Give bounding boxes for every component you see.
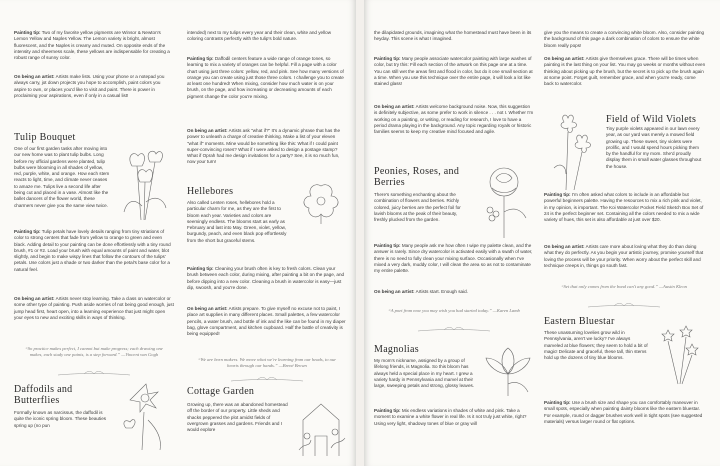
tip-label: Painting tip: <box>544 400 571 405</box>
artist-text: Artists ask "what if?" It's a dynamic phrase that has the power to unleash a charge of creative thinking. Make a list of your eleven "what if" moments. Mine would be something like this: What if I could paint super-convincing roses? What if I were asked to design a postage stamp? What if Oprah had me design invitations for a party? See, it is so much fun, now your turn! <box>187 128 341 165</box>
magnolia-illustration <box>482 340 534 398</box>
artist-label: On being an artist: <box>14 74 55 79</box>
section-text-cottage: Growing up, there was an abandoned homestead off the border of our property. Little sheds and shacks peppered the plot amidst fields of overgrown grasses and gardens. Friends and I would explore <box>187 402 288 433</box>
section-text-bluestar: These unassuming lovelies grow wild in Pennsylvania, aren't we lucky? I've always marveled at blue flowers; they seem to hold a bit of magic! Delicate and graceful, these tall, thin stems hold up the dozens of tiny blue blooms. <box>544 330 648 361</box>
tip-label: Painting tip: <box>374 56 401 61</box>
section-heading-cottage: Cottage Garden <box>187 386 255 397</box>
artist-text: Artists welcome background noise. Now, this suggestion is definitely subjective, as some prefer to work in silence . . . not I. Whether I'm working on a painting, or writing, or reading for research, I love to have a period drama playing in the background. Any topic regarding royals or historic families seems to keep my creative mind focused and agile. <box>374 104 534 135</box>
section-heading-tulip: Tulip Bouquet <box>14 132 76 143</box>
painting-tip-tulips <box>14 229 174 273</box>
tip-text: I'm often asked what colors to include in an affordable but powerful beginners palette. Having the resources to mix a rich pink and violet, in my opinion, is important. The Koi Watercolor Pocket Field Sketch Box Set of 24 is the perfect beginner set. Containing all the colors needed to mix a wide variety of hues, this set is also affordable at just over $20. <box>544 192 704 223</box>
tip-text: Two of my favorite yellow pigments are Winsor & Newton's Lemon Yellow and Naples Yellow. The Lemon variety is bright, almost fluorescent, and the Naples is creamy and muted. On opposite ends of the intensity and sheerness scale, these yellows are indispensable for creating a robust range of sunny color. <box>14 30 170 61</box>
bluestar-illustration <box>654 322 706 386</box>
tip-text: Many people ask me how often I wipe my palette clean, and the answer is rarely. Since dry watercolor is activated easily with a swath of water, there is no need to fully clean your mixing surface. Occasionally when I've mixed a very dark, muddy color, I will clean the area so as not to contaminate my entire palette. <box>374 243 533 274</box>
painting-tip-oranges <box>187 56 347 100</box>
section-heading-magnolias: Magnolias <box>374 344 419 355</box>
artist-label: On being an artist: <box>14 296 55 301</box>
painting-tip-palette <box>374 243 534 274</box>
left-page <box>0 0 356 466</box>
section-heading-violets: Field of Wild Violets <box>606 114 697 125</box>
magnolia-continued: give you the means to create a convincing white bloom. Also, consider painting the background of this page a dark combination of colors to ensure the white bloom really pops! <box>544 30 705 48</box>
artist-text: Artists make lists. Using your phone or a notepad you always carry, jot down projects you hope to accomplish, paint colors you aspire to own, or places you'd like to visit and paint. There is power in proclaiming your aspirations, even if only in a casual list! <box>14 74 165 98</box>
tip-text: Use a brush size and shape you can comfortably maneuver in small spots, especially when painting dainty blooms like the eastern bluestar. For example, round or dagger brushes work well in tight spots (see suggested materials) versus larger round or flat options. <box>544 400 703 424</box>
tip-label: Painting tip: <box>187 56 214 61</box>
tip-text: Many people associate watercolor painting with large washes of color, but try this: Fill each section of the artwork on this page one at a time. You can still wet the areas first and flood in color, but do it one small section at a time. When you use this technique over the entire page, it will look a lot like stained glass! <box>374 56 533 87</box>
cottage-garden-illustration <box>295 390 347 456</box>
daffodil-continued: intended) next to my tulips every year and their clean, white and yellow coloring contrasts perfectly with the tulip's bold nature. <box>187 30 332 42</box>
quote-van-gogh: “So practice makes perfect, I cannot but make progress; each drawing one makes, each study one paints, is a step forward.” —Vincent van Gogh <box>25 346 163 358</box>
artist-text: Artists never stop learning. Take a class on watercolor or some other type of painting. Push aside worries of not being good enough, just jump head first, heart open, into a learning experience that just might open your eyes to new and exciting skills in ways of thinking. <box>14 296 174 320</box>
artist-note-prepare <box>187 306 347 337</box>
tip-label: Painting tip: <box>374 408 401 413</box>
painting-tip-brushes <box>544 400 706 425</box>
tip-label: Painting tip: <box>374 243 401 248</box>
section-text-daffodils: Formally known as narcissus, the daffodil is quite the iconic spring bloom. These beauties spring up (no pun <box>14 410 107 428</box>
section-text-tulip: One of our first garden tasks after moving into our new home was to plant tulip bulbs. Long before my official gardens were planted, tulip bulbs were blooming in all shades of yellow, red, purple, white, and orange. How each stem reacts to light, time, and climate never ceases to amaze me. Tulips live a second life after being cut and placed in a vase. Almost like the ballet dancers of the flower world, these charmers never give you the same view twice. <box>14 146 110 208</box>
hellebore-illustration <box>295 180 347 224</box>
tip-label: Painting tip: <box>14 30 41 35</box>
quote-karen-lamb: “A poet from now you may wish you had started today.” —Karen Lamb <box>388 308 520 313</box>
tip-text: Daffodil centers feature a wide range of orange tones, so learning to mix a variety of oranges can be helpful. Fill a page with a color chart using just three colors: yellow, red, and pink. See how many versions of orange you can create using just those three colors. I challenge you to create at least one hundred! When mixing, consider how much water is on your brush, on the page, and how increasing or decreasing amounts of each pigment change the color you're mixing. <box>187 56 344 99</box>
artist-note-learning <box>14 296 174 321</box>
painting-tip-beginner-palette <box>544 192 706 223</box>
tip-text: Cleaning your brush often is key to fresh colors. Clean your brush between each color, during mixing, after painting a bit on the page, and before dipping into a new color. Cleaning a brush in watercolor is easy—just dip, swoosh, and you're done. <box>187 266 345 290</box>
daffodil-illustration <box>118 380 174 452</box>
section-text-peonies: There's something enchanting about the combination of flowers and berries. Richly colored, juicy berries are the perfect foil for lavish blooms at the peak of their beauty, freshly plucked from the garden. <box>374 192 461 223</box>
artist-label: On being an artist: <box>374 104 415 109</box>
artist-text: Artists start. Enough said. <box>415 289 468 294</box>
artist-label: On being an artist: <box>544 56 585 61</box>
artist-note-grace <box>544 56 706 87</box>
artist-label: On being an artist: <box>187 128 228 133</box>
right-page <box>364 0 720 466</box>
tip-label: Painting tip: <box>187 266 214 271</box>
section-heading-daffodils: Daffodils and Butterflies <box>14 384 73 406</box>
artist-text: Artists prepare. To give myself no excuse not to paint, I place art supplies in many different places. Small palettes, a few watercolor pencils, a water brush, and bottle of ink and the like can be found in my diaper bag, glove compartment, and kitchen cupboard. Half the battle of creativity is being equipped! <box>187 306 346 337</box>
divider-sprig-icon <box>414 326 494 336</box>
artist-note-start <box>374 289 534 295</box>
artist-label: On being an artist: <box>187 306 228 311</box>
painting-tip-whites <box>374 408 534 427</box>
peony-illustration <box>478 160 534 240</box>
tip-text: Mix endless variations in shades of white and pink. Take a moment to examine a white flower in real life. Is it not truly just white, right? Using very light, shadowy tones of blue or gray will <box>374 408 527 426</box>
artist-text: Artists care more about loving what they do than doing what they do perfectly. As you begin your artistic journey, promise yourself that loving the process will be your priority. When worry about the perfect skill and technique creeps in, things go south fast. <box>544 244 704 268</box>
artist-text: Artists give themselves grace. There will be times when painting is the last thing on your list. You may go weeks or months without even thinking about picking up the brush, but the secret is to pick up the brush again at some point. Forget guilt, remember grace, and when you're ready, come back to watercolor. <box>544 56 706 87</box>
painting-tip-stained-glass <box>374 56 534 87</box>
artist-note-background-noise <box>374 104 534 135</box>
section-heading-hellebores: Hellebores <box>187 186 234 197</box>
section-text-violets: Tiny purple violets appeared in our lawn every year, as our yard was merely a mowed field growing up. These sweet, tiny violets were prolific, and I would spend hours picking them by the handful for my mom. She'd proudly display them in small water glasses throughout the house. <box>606 126 702 169</box>
painting-tip-cleaning <box>187 266 347 291</box>
artist-note-what-if <box>187 128 347 166</box>
tulip-illustration <box>114 146 174 224</box>
quote-austin-kleon: “Set that only comes from the bond can't any good.” —Austin Kleon <box>561 284 687 289</box>
section-text-magnolias: My mom's nickname, assigned by a group of lifelong friends, is Magnolia. So this bloom has always held a special place in my heart. I grew a variety hardy in Pennsylvania and marvel at their large, sweeping petals and strong, glossy leaves. <box>374 358 475 389</box>
tip-label: Painting tip: <box>14 229 41 234</box>
tip-text: Tulip petals have lovely details ranging from tiny striations of color to strong centers that fade from yellow to orange to green and even black. Adding detail to your painting can be done effortlessly with a tiny round brush, #1 or #2. Load your brush with equal amounts of paint and water, blot slightly, and begin to make wispy lines that follow the contours of the tulips' petals. Use colors just a shade or two darker than the petal's base color for a natural feel. <box>14 229 171 272</box>
divider-sprig-icon <box>54 370 134 380</box>
artist-label: On being an artist: <box>374 289 415 294</box>
painting-tip-yellows <box>14 30 174 61</box>
artist-note-loving <box>544 244 706 269</box>
cottage-continued: the dilapidated grounds, imagining what the homestead must have been in its heyday. This scene is what I imagined. <box>374 30 532 42</box>
divider-sprig-icon <box>227 376 307 386</box>
section-text-hellebores: Also called Lenten roses, hellebores hold a particular charm for me, as they are the first to bloom each year. Varieties and colors are seemingly endless. The blooms start as early as February and last into May. Green, violet, yellow, burgundy, peach, and even black pop effortlessly from the short but graceful stems. <box>187 200 287 243</box>
violet-illustration <box>544 108 600 192</box>
section-heading-peonies: Peonies, Roses, and Berries <box>374 166 460 188</box>
divider-sprig-icon <box>584 302 664 312</box>
artist-label: On being an artist: <box>544 244 585 249</box>
tip-label: Painting tip: <box>544 192 571 197</box>
quote-brene-brown: “We are born makers. We move what we're learning from our heads, to our hearts through our hands.” —Brené Brown <box>197 357 337 369</box>
section-heading-bluestar: Eastern Bluestar <box>544 316 615 327</box>
artist-note-lists <box>14 74 174 99</box>
